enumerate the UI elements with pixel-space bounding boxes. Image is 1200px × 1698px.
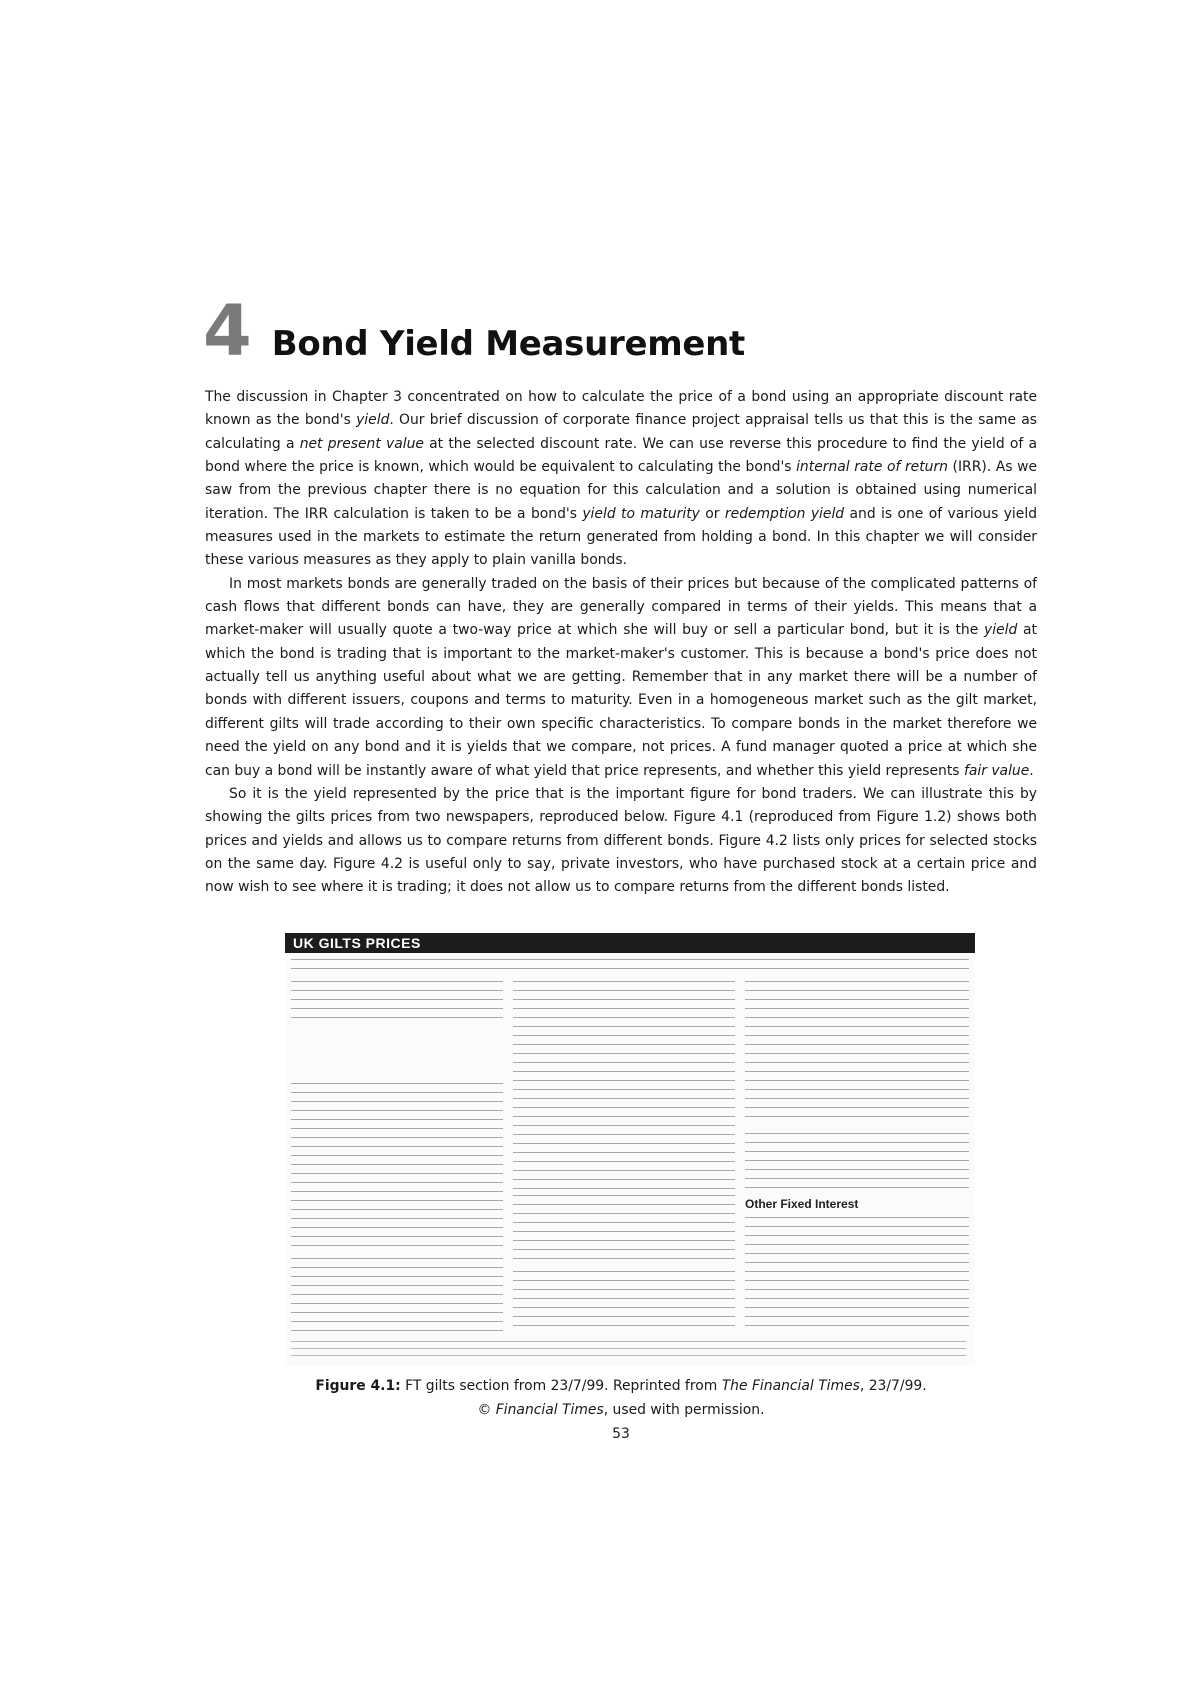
emphasis-term: yield	[984, 622, 1018, 639]
permission-text: , used with permission.	[603, 1402, 765, 1418]
caption-label: Figure 4.1:	[315, 1378, 401, 1394]
chapter-title: Bond Yield Measurement	[271, 324, 745, 364]
copyright-symbol: ©	[477, 1402, 496, 1418]
chapter-heading	[203, 290, 745, 372]
figure-footnote	[291, 1341, 966, 1359]
caption-date: , 23/7/99.	[859, 1378, 927, 1394]
figure-table-column-1-bottom	[291, 1258, 503, 1333]
emphasis-term: internal rate of return	[796, 459, 948, 476]
figure-table-column-2-bottom	[513, 1271, 735, 1333]
text-run: .	[1029, 762, 1034, 779]
emphasis-term: yield to maturity	[582, 505, 700, 522]
figure-table-column-2-mid	[513, 1195, 735, 1265]
text-run: at the selected discount rate. We can use reverse this procedure to find the yield of a bond where the price is known, which would be equivalent to calculating the bond's	[205, 435, 1037, 476]
text-run: or	[699, 505, 725, 522]
caption-text: FT gilts section from 23/7/99. Reprinted from	[400, 1378, 722, 1394]
body-text	[205, 386, 1037, 900]
text-run: The discussion in Chapter 3 concentrated on how to calculate the price of a bond using an appropriate discount rate known as the bond's	[205, 389, 1037, 429]
figure-table-column-3-notes	[745, 1133, 969, 1189]
chapter-number: 4	[203, 290, 252, 372]
emphasis-term: redemption yield	[724, 505, 845, 522]
text-run: (IRR). As we saw from the previous chapter there is no equation for this calculation and a solution is obtained using numerical iteration. The IRR calculation is taken to be a bond's	[205, 459, 1037, 522]
paragraph-3	[205, 783, 1037, 900]
text-run: and is one of various yield measures used in the markets to estimate the return generated from holding a bond. In this chapter we will consider these various measures as they apply to plain vanilla bonds.	[205, 505, 1038, 569]
emphasis-term: yield	[356, 412, 390, 429]
figure-other-fixed-interest-heading: Other Fixed Interest	[745, 1197, 859, 1211]
text-run: at which the bond is trading that is important to the market-maker's customer. This is because a bond's price does not actually tell us anything useful about what we are getting. Remember that in any market there will be a number of bonds with different issuers, coupons and terms to maturity. Even in a homogeneous market such as the gilt market, different gilts will trade according to their own specific characteristics. To compare bonds in the market therefore we need the yield on any bond and it is yields that we compare, not prices. A fund manager quoted a price at which she can buy a bond will be instantly aware of what yield that price represents, and whether this yield represents	[205, 622, 1037, 779]
figure-banner	[285, 933, 975, 953]
text-run: So it is the yield represented by the price that is the important figure for bond traders. We can illustrate this by showing the gilts prices from two newspapers, reproduced below. Figure 4.1 (reproduced from Figure 1.2) shows both prices and yields and allows us to compare returns from different bonds. Figure 4.2 lists only prices for selected stocks on the same day. Figure 4.2 is useful only to say, private investors, who have purchased stock at a certain price and now wish to see where it is trading; it does not allow us to compare returns from the different bonds listed.	[205, 785, 1037, 896]
text-run: . Our brief discussion of corporate finance project appraisal tells us that this is the same as calculating a	[205, 412, 1038, 452]
caption-line-2	[205, 1398, 1037, 1422]
emphasis-term: fair value	[963, 762, 1030, 779]
figure-column-headers	[291, 959, 969, 977]
caption-source: The Financial Times	[721, 1378, 860, 1394]
figure-table-column-3	[745, 981, 969, 1121]
page-number: 53	[612, 1426, 630, 1442]
paragraph-1	[205, 386, 1037, 573]
figure-caption	[205, 1374, 1037, 1422]
copyright-holder: Financial Times	[495, 1402, 604, 1418]
emphasis-term: net present value	[299, 435, 424, 452]
gilts-prices-figure	[285, 933, 975, 1366]
caption-line-1	[205, 1374, 1037, 1398]
figure-table-column-3-fixed	[745, 1217, 969, 1333]
text-run: In most markets bonds are generally traded on the basis of their prices but because of the complicated patterns of cash flows that different bonds can have, they are generally compared in terms of their yields. This means that a market-maker will usually quote a two-way price at which she will buy or sell a particular bond, but it is the	[205, 575, 1037, 639]
figure-table-column-1-top	[291, 981, 503, 1021]
figure-table-column-2	[513, 981, 735, 1189]
figure-banner-title: UK GILTS PRICES	[293, 935, 421, 951]
paragraph-2	[205, 573, 1037, 783]
figure-table-column-1	[291, 1083, 503, 1248]
